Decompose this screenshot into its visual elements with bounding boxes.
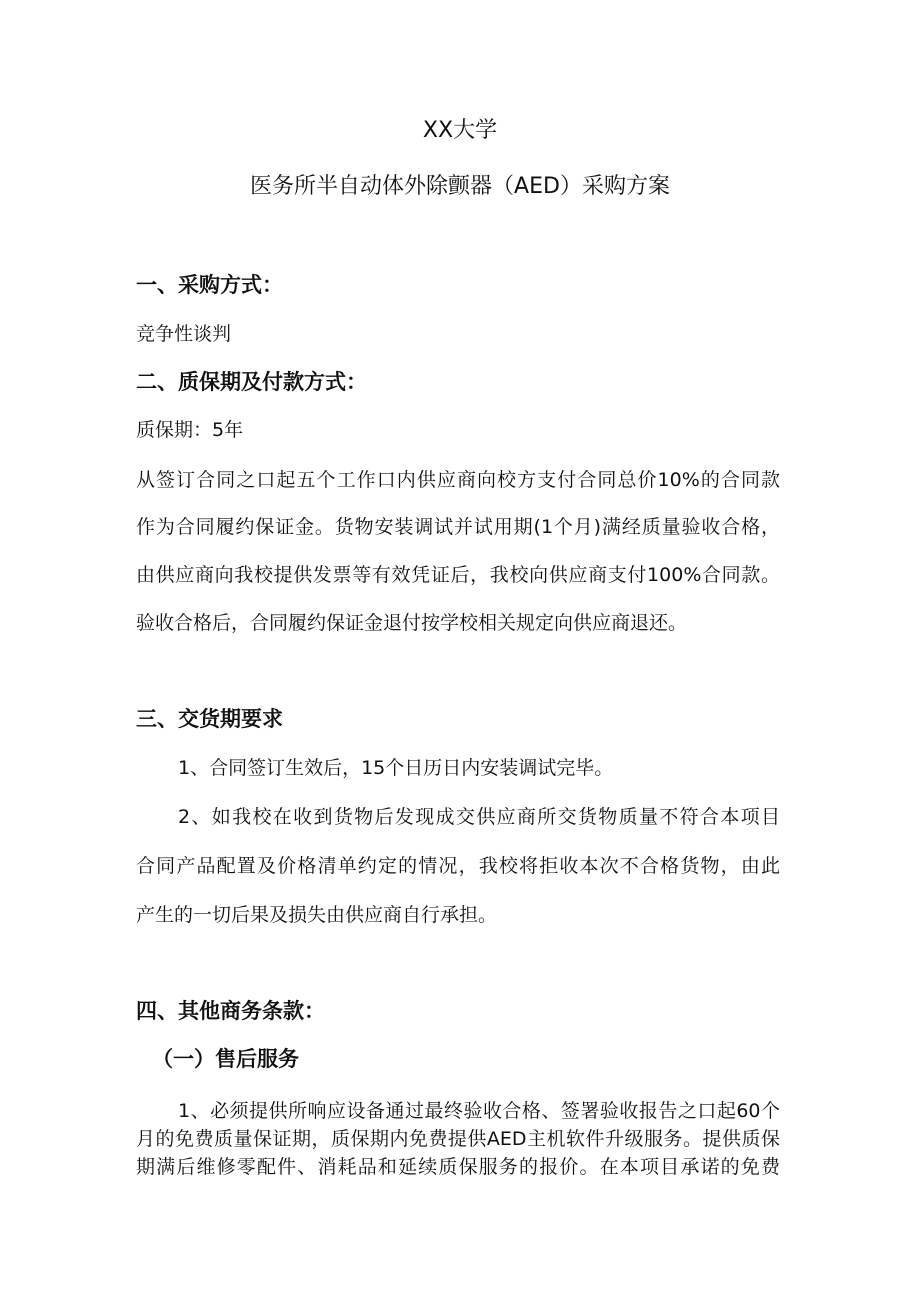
section2-heading: 二、质保期及付款方式： <box>136 370 367 394</box>
document-title: 医务所半自动体外除颤器（AED）采购方案 <box>250 174 670 199</box>
section1-content: 竞争性谈判 <box>136 323 232 345</box>
section1-heading: 一、采购方式： <box>136 273 283 297</box>
after-sales-line-3: 期满后维修零配件、消耗品和延续质保服务的报价。在本项目承诺的免费 <box>136 1156 780 1178</box>
payment-line-1: 从签订合同之口起五个工作口内供应商向校方支付合同总价10%的合同款 <box>136 469 780 491</box>
delivery-item-2-line-2: 合同产品配置及价格清单约定的情况，我校将拒收本次不合格货物，由此 <box>136 855 780 877</box>
delivery-item-2-line-3: 产生的一切后果及损失由供应商自行承担。 <box>136 904 498 926</box>
after-sales-subheading: （一）售后服务 <box>152 1047 299 1071</box>
after-sales-line-1: 1、必须提供所响应设备通过最终验收合格、签署验收报告之口起60个 <box>178 1100 780 1122</box>
delivery-item-2-line-1: 2、如我校在收到货物后发现成交供应商所交货物质量不符合本项目 <box>178 806 780 828</box>
payment-line-3: 由供应商向我校提供发票等有效凭证后，我校向供应商支付100%合同款。 <box>136 564 780 586</box>
section4-heading: 四、其他商务条款： <box>136 999 325 1023</box>
payment-line-4: 验收合格后，合同履约保证金退付按学校相关规定向供应商退还。 <box>136 612 688 634</box>
university-title: XX大学 <box>422 118 498 143</box>
payment-line-2: 作为合同履约保证金。货物安装调试并试用期(1个月)满经质量验收合格， <box>136 516 780 538</box>
warranty-period: 质保期：5年 <box>136 419 244 441</box>
section3-heading: 三、交货期要求 <box>136 707 283 731</box>
after-sales-line-2: 月的免费质量保证期，质保期内免费提供AED主机软件升级服务。提供质保 <box>136 1128 780 1150</box>
delivery-item-1: 1、合同签订生效后，15个日历日内安装调试完毕。 <box>178 757 614 779</box>
